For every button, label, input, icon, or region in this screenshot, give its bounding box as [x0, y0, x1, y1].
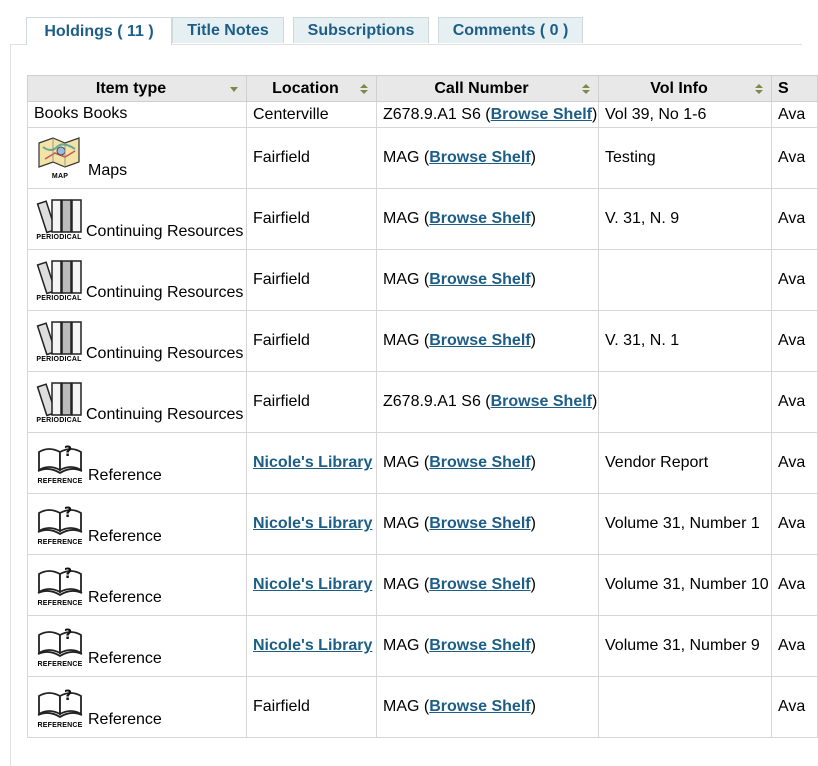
status-text: Ava	[778, 454, 806, 471]
item-type-cell	[28, 677, 247, 738]
vol-info-cell	[599, 494, 772, 555]
status-cell	[772, 102, 818, 128]
call-number-text: MAG	[383, 332, 420, 349]
browse-shelf-link[interactable]: Browse Shelf	[429, 149, 531, 166]
table-row	[28, 555, 818, 616]
item-type-cell	[28, 128, 247, 189]
map-icon	[34, 135, 86, 181]
sort-desc-icon	[230, 83, 238, 95]
call-number-cell: MAG (Browse Shelf)	[377, 311, 599, 372]
icon-caption: REFERENCE	[37, 478, 83, 485]
call-number-text: MAG	[383, 271, 420, 288]
icon-caption: PERIODICAL	[36, 295, 82, 302]
location-link[interactable]: Nicole's Library	[253, 637, 373, 654]
browse-shelf-link[interactable]: Browse Shelf	[429, 210, 531, 227]
icon-caption: PERIODICAL	[36, 356, 82, 363]
location-text: Fairfield	[253, 271, 310, 288]
column-header-label: S	[778, 79, 789, 97]
call-number-text: Z678.9.A1 S6	[383, 393, 481, 410]
location-cell	[247, 677, 377, 738]
item-type-cell	[28, 494, 247, 555]
status-text: Ava	[778, 210, 806, 227]
vol-info-cell	[599, 102, 772, 128]
reference-icon	[34, 501, 86, 547]
status-text: Ava	[778, 576, 806, 593]
vol-info-cell	[599, 433, 772, 494]
item-type-label: Maps	[88, 162, 128, 179]
call-number-text: MAG	[383, 515, 420, 532]
status-cell	[772, 616, 818, 677]
call-number-text: MAG	[383, 637, 420, 654]
location-cell	[247, 128, 377, 189]
table-header-row	[28, 76, 818, 102]
periodical-icon	[34, 257, 84, 303]
column-header-call-number[interactable]	[377, 76, 599, 102]
location-cell	[247, 102, 377, 128]
location-link[interactable]: Nicole's Library	[253, 454, 373, 471]
table-row	[28, 250, 818, 311]
call-number-cell: MAG (Browse Shelf)	[377, 433, 599, 494]
vol-info-cell	[599, 250, 772, 311]
periodical-icon	[34, 318, 84, 364]
column-header-item-type[interactable]	[28, 76, 247, 102]
icon-caption: MAP	[51, 173, 69, 180]
table-row	[28, 189, 818, 250]
column-header-location[interactable]	[247, 76, 377, 102]
table-row	[28, 677, 818, 738]
call-number-cell: Z678.9.A1 S6 (Browse Shelf)	[377, 102, 599, 128]
reference-icon	[34, 440, 86, 486]
call-number-text: MAG	[383, 454, 420, 471]
browse-shelf-link[interactable]: Browse Shelf	[429, 332, 531, 349]
location-text: Fairfield	[253, 149, 310, 166]
column-header-status[interactable]	[772, 76, 818, 102]
browse-shelf-link[interactable]: Browse Shelf	[429, 515, 531, 532]
periodical-icon	[34, 379, 84, 425]
call-number-cell: MAG (Browse Shelf)	[377, 616, 599, 677]
sort-both-icon	[360, 83, 368, 95]
status-text: Ava	[778, 105, 806, 123]
item-type-label: Continuing Resources	[86, 284, 244, 301]
status-text: Ava	[778, 332, 806, 349]
icon-caption: PERIODICAL	[36, 234, 82, 241]
location-cell	[247, 311, 377, 372]
reference-icon	[34, 562, 86, 608]
call-number-cell: MAG (Browse Shelf)	[377, 128, 599, 189]
vol-info-cell	[599, 311, 772, 372]
browse-shelf-link[interactable]: Browse Shelf	[429, 637, 531, 654]
location-cell	[247, 494, 377, 555]
item-type-cell	[28, 433, 247, 494]
status-cell	[772, 555, 818, 616]
call-number-cell: MAG (Browse Shelf)	[377, 250, 599, 311]
column-header-label: Call Number	[434, 79, 529, 97]
item-type-label: Reference	[88, 589, 162, 606]
table-row	[28, 102, 818, 128]
status-text: Ava	[778, 149, 806, 166]
column-header-label: Item type	[95, 79, 167, 97]
status-text: Ava	[778, 637, 806, 654]
holdings-table	[27, 75, 818, 738]
location-text: Fairfield	[253, 393, 310, 410]
location-cell	[247, 250, 377, 311]
call-number-text: Z678.9.A1 S6	[383, 105, 481, 123]
table-row	[28, 494, 818, 555]
holdings-panel	[10, 44, 811, 766]
call-number-cell: MAG (Browse Shelf)	[377, 189, 599, 250]
browse-shelf-link[interactable]: Browse Shelf	[490, 393, 592, 410]
location-cell	[247, 372, 377, 433]
status-cell	[772, 372, 818, 433]
periodical-icon	[34, 196, 84, 242]
tab-holdings[interactable]: Holdings ( 11 )	[26, 17, 172, 45]
icon-caption: REFERENCE	[37, 722, 83, 729]
tab-title-notes[interactable]: Title Notes	[172, 17, 284, 43]
item-type-label: Reference	[88, 711, 162, 728]
icon-caption: PERIODICAL	[36, 417, 82, 424]
item-type-cell	[28, 250, 247, 311]
tab-subscriptions[interactable]: Subscriptions	[293, 17, 429, 43]
status-text: Ava	[778, 393, 806, 410]
status-text: Ava	[778, 515, 806, 532]
sort-both-icon	[582, 83, 590, 95]
location-link[interactable]: Nicole's Library	[253, 576, 373, 593]
item-type-label: Reference	[88, 528, 162, 545]
vol-info-text: Volume 31, Number 1	[605, 515, 760, 532]
vol-info-text: Volume 31, Number 10	[605, 576, 769, 593]
item-type-cell	[28, 555, 247, 616]
status-cell	[772, 189, 818, 250]
call-number-text: MAG	[383, 576, 420, 593]
status-cell	[772, 311, 818, 372]
vol-info-text: Testing	[605, 149, 656, 166]
call-number-text: MAG	[383, 698, 420, 715]
sort-both-icon	[755, 83, 763, 95]
browse-shelf-link[interactable]: Browse Shelf	[429, 271, 531, 288]
item-type-label: Continuing Resources	[86, 406, 244, 423]
status-cell	[772, 250, 818, 311]
table-row	[28, 433, 818, 494]
call-number-cell: Z678.9.A1 S6 (Browse Shelf)	[377, 372, 599, 433]
table-row	[28, 128, 818, 189]
location-text: Fairfield	[253, 210, 310, 227]
tab-comments[interactable]: Comments ( 0 )	[438, 17, 583, 43]
browse-shelf-link[interactable]: Browse Shelf	[429, 454, 531, 471]
status-cell	[772, 677, 818, 738]
status-cell	[772, 128, 818, 189]
status-text: Ava	[778, 698, 806, 715]
table-row	[28, 616, 818, 677]
item-type-label: Reference	[88, 650, 162, 667]
vol-info-text: V. 31, N. 9	[605, 210, 680, 227]
reference-icon	[34, 684, 86, 730]
vol-info-cell	[599, 677, 772, 738]
column-header-label: Location	[272, 79, 339, 97]
table-row	[28, 311, 818, 372]
vol-info-text: V. 31, N. 1	[605, 332, 680, 349]
browse-shelf-link[interactable]: Browse Shelf	[429, 698, 531, 715]
location-text: Centerville	[253, 105, 329, 123]
holdings-tabs	[10, 0, 802, 45]
item-type-cell	[28, 372, 247, 433]
vol-info-text: Vendor Report	[605, 454, 709, 471]
location-text: Fairfield	[253, 698, 310, 715]
browse-shelf-link[interactable]: Browse Shelf	[429, 576, 531, 593]
item-type-cell	[28, 102, 247, 128]
item-type-label: Continuing Resources	[86, 223, 244, 240]
table-row	[28, 372, 818, 433]
call-number-text: MAG	[383, 149, 420, 166]
icon-caption: REFERENCE	[37, 661, 83, 668]
item-type-cell	[28, 311, 247, 372]
browse-shelf-link[interactable]: Browse Shelf	[490, 105, 592, 123]
vol-info-text: Vol 39, No 1-6	[605, 105, 707, 123]
icon-caption: REFERENCE	[37, 600, 83, 607]
call-number-text: MAG	[383, 210, 420, 227]
reference-icon	[34, 623, 86, 669]
vol-info-cell	[599, 372, 772, 433]
status-cell	[772, 433, 818, 494]
column-header-vol-info[interactable]	[599, 76, 772, 102]
status-cell	[772, 494, 818, 555]
vol-info-text: Volume 31, Number 9	[605, 637, 760, 654]
call-number-cell: MAG (Browse Shelf)	[377, 677, 599, 738]
location-cell	[247, 555, 377, 616]
location-cell	[247, 189, 377, 250]
call-number-cell: MAG (Browse Shelf)	[377, 494, 599, 555]
item-type-label: Reference	[88, 467, 162, 484]
item-type-cell	[28, 616, 247, 677]
status-text: Ava	[778, 271, 806, 288]
vol-info-cell	[599, 189, 772, 250]
location-cell	[247, 433, 377, 494]
vol-info-cell	[599, 616, 772, 677]
vol-info-cell	[599, 555, 772, 616]
call-number-cell: MAG (Browse Shelf)	[377, 555, 599, 616]
icon-caption: REFERENCE	[37, 539, 83, 546]
vol-info-cell	[599, 128, 772, 189]
column-header-label: Vol Info	[650, 79, 708, 97]
item-type-label: Continuing Resources	[86, 345, 244, 362]
location-text: Fairfield	[253, 332, 310, 349]
item-type-label: Books Books	[34, 105, 128, 122]
location-link[interactable]: Nicole's Library	[253, 515, 373, 532]
location-cell	[247, 616, 377, 677]
item-type-cell	[28, 189, 247, 250]
